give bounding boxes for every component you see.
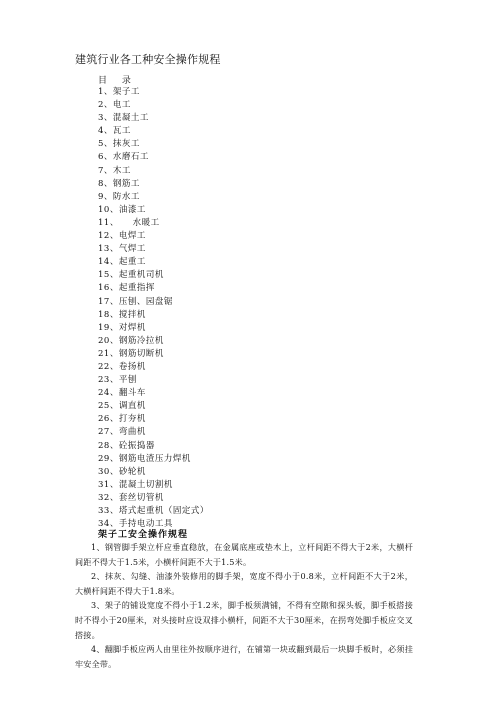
toc-item: 8、钢筋工 — [98, 178, 140, 189]
toc-heading: 目 录 — [98, 76, 137, 86]
toc-item: 31、混凝土切割机 — [98, 479, 173, 490]
toc-item: 19、对焊机 — [98, 322, 146, 333]
toc-item: 21、钢筋切断机 — [98, 348, 164, 359]
section-body — [75, 540, 413, 671]
toc-item: 1、架子工 — [98, 87, 140, 97]
toc-item: 34、手持电动工具 — [98, 519, 173, 530]
toc-item: 4、瓦工 — [98, 126, 131, 137]
toc-item: 18、搅拌机 — [98, 309, 146, 320]
document-title: 建筑行业各工种安全操作规程 — [75, 53, 221, 66]
toc-item: 11、 水暖工 — [98, 217, 160, 228]
paragraph: 2、抹灰、勾缝、油漆外装修用的脚手架，宽度不得小于0.8米，立杆间距不大于2米，大横杆间距不得大于1.8米。 — [75, 571, 413, 596]
toc-item: 25、调直机 — [98, 401, 146, 412]
toc-item: 2、电工 — [98, 100, 131, 111]
toc-item: 9、防水工 — [98, 191, 140, 202]
paragraph: 1、钢管脚手架立杆应垂直稳放，在金属底座或垫木上，立杆间距不得大于2米，大横杆间距不得大于1.5米，小横杆间距不大于1.5米。 — [75, 542, 413, 567]
toc-item: 26、打夯机 — [98, 414, 146, 425]
toc-item: 5、抹灰工 — [98, 139, 140, 150]
toc-item: 15、起重机司机 — [98, 270, 164, 281]
toc-item: 22、卷扬机 — [98, 361, 146, 372]
toc-item: 20、钢筋冷拉机 — [98, 335, 164, 346]
toc-item: 7、木工 — [98, 165, 131, 176]
toc-item: 33、塔式起重机（固定式） — [98, 506, 209, 516]
toc-item: 12、电焊工 — [98, 231, 146, 242]
section-title: 架子工安全操作规程 — [98, 530, 189, 540]
toc-item: 10、油漆工 — [98, 204, 146, 215]
toc-item: 6、水磨石工 — [98, 152, 149, 163]
toc-item: 16、起重指挥 — [98, 283, 155, 294]
toc-item: 13、气焊工 — [98, 244, 146, 255]
paragraph: 4、翻脚手板应两人由里往外按顺序进行，在铺第一块或翻到最后一块脚手板时，必须挂牢安全带。 — [75, 644, 413, 669]
toc-item: 30、砂轮机 — [98, 466, 146, 477]
toc-item: 27、弯曲机 — [98, 427, 146, 438]
toc-item: 24、翻斗车 — [98, 388, 146, 399]
toc-item: 32、套丝切管机 — [98, 492, 164, 503]
toc-item: 23、平刨 — [98, 375, 137, 386]
toc-item: 28、砼振捣器 — [98, 440, 155, 451]
toc-item: 29、钢筋电渣压力焊机 — [98, 453, 191, 464]
paragraph: 3、架子的铺设宽度不得小于1.2米，脚手板须满铺，不得有空隙和探头板，脚手板搭接时不得小于20厘米，对头接时应设双排小横杆，间距不大于30厘米，在拐弯处脚手板应交叉搭接。 — [75, 600, 413, 640]
toc-item: 3、混凝土工 — [98, 113, 149, 124]
toc-item: 17、压刨、园盘锯 — [98, 296, 173, 307]
toc-item: 14、起重工 — [98, 257, 146, 268]
table-of-contents — [98, 86, 209, 531]
